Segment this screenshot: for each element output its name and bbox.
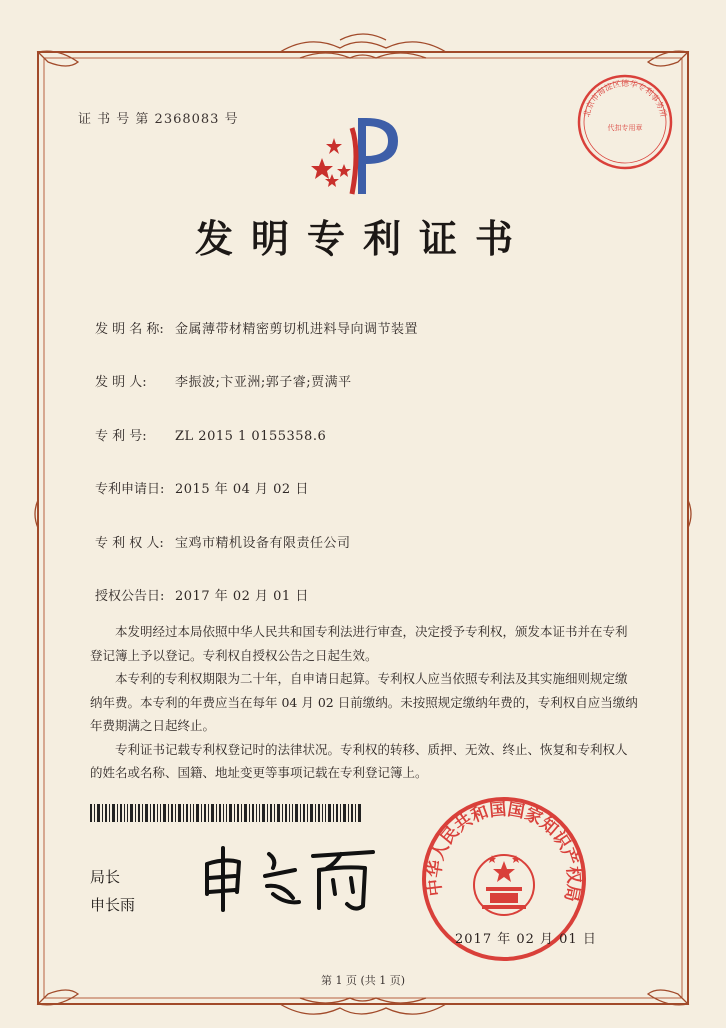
certificate-number xyxy=(78,108,239,127)
certificate-title: 发明专利证书 xyxy=(194,216,531,261)
field-value: 宝鸡市精机设备有限责任公司 xyxy=(175,536,351,551)
field-application-date xyxy=(95,478,309,497)
field-label: 发 明 名 称: xyxy=(95,322,164,337)
agency-seal-inner: 代扣专用章 xyxy=(607,124,643,132)
signatory-name: 申长雨 xyxy=(90,896,136,914)
body-paragraph: 专利证书记载专利权登记时的法律状况。专利权的转移、质押、无效、终止、恢复和专利权人的姓名或名称、国籍、地址变更等事项记载在专利登记簿上。 xyxy=(90,741,628,780)
handwritten-signature xyxy=(195,842,380,916)
field-grant-date xyxy=(95,585,309,604)
barcode xyxy=(90,804,362,822)
field-label: 专利申请日: xyxy=(95,482,165,497)
signatory-title: 局长 xyxy=(90,868,121,886)
field-value: 金属薄带材精密剪切机进料导向调节装置 xyxy=(175,322,419,337)
field-label: 授权公告日: xyxy=(95,589,165,604)
field-value: 李振波;卞亚洲;郭子睿;贾满平 xyxy=(175,375,352,390)
svg-text:北京市海淀区德华专利事务所 xyxy=(581,78,668,118)
field-value: 2017 年 02 月 01 日 xyxy=(175,589,309,604)
field-value: ZL 2015 1 0155358.6 xyxy=(175,429,327,444)
national-seal-text: 中华人民共和国国家知识产权局 xyxy=(424,799,584,904)
field-patent-number xyxy=(95,425,326,444)
agency-seal-text: 北京市海淀区德华专利事务所 xyxy=(582,78,668,119)
body-paragraph: 本发明经过本局依照中华人民共和国专利法进行审查，决定授予专利权，颁发本证书并在专利登记簿上予以登记。专利权自授权公告之日起生效。 xyxy=(90,624,628,663)
field-value: 2015 年 04 月 02 日 xyxy=(175,482,309,497)
certificate-number-suffix: 号 xyxy=(224,112,239,127)
field-inventors xyxy=(95,371,352,390)
field-patentee xyxy=(95,532,351,551)
field-invention-name xyxy=(95,318,418,337)
field-label: 发 明 人: xyxy=(95,375,147,390)
body-paragraph: 本专利的专利权期限为二十年，自申请日起算。专利权人应当依照专利法及其实施细则规定缴纳年费。本专利的年费应当在每年 04 月 02 日前缴纳。未按照规定缴纳年费的，专利权自应当缴纳年费期满之日起终止。 xyxy=(90,671,638,733)
field-label: 专 利 号: xyxy=(95,429,147,444)
certificate-number-label: 证 书 号 第 xyxy=(78,112,150,127)
cnipa-logo-icon xyxy=(300,108,420,200)
seal-date: 2017 年 02 月 01 日 xyxy=(455,932,597,947)
page-footer: 第 1 页 (共 1 页) xyxy=(320,974,406,987)
certificate-number-value: 2368083 xyxy=(154,112,220,127)
agency-seal xyxy=(575,72,675,172)
certificate-body xyxy=(90,620,638,785)
field-label: 专 利 权 人: xyxy=(95,536,164,551)
